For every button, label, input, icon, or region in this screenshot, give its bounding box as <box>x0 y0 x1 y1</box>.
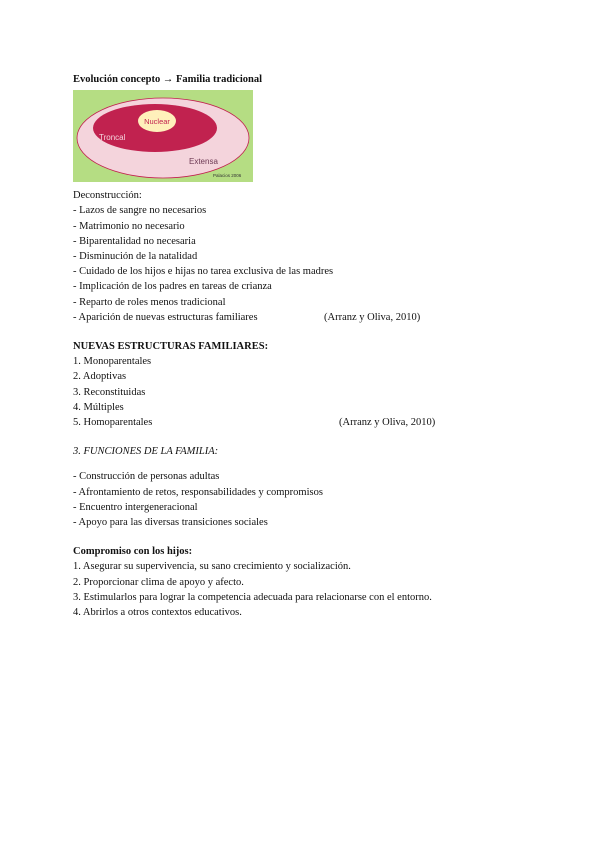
list-item-with-citation <box>73 310 543 325</box>
list-item: - Matrimonio no necesario <box>73 220 185 232</box>
list-item: - Cuidado de los hijos e hijas no tarea exclusiva de las madres <box>73 266 334 278</box>
list-item: - Encuentro intergeneracional <box>73 501 198 513</box>
new-structures-title: NUEVAS ESTRUCTURAS FAMILIARES: <box>73 341 269 353</box>
list-item: - Afrontamiento de retos, responsabilidades y compromisos <box>73 486 323 498</box>
heading-family-evolution: Evolución concepto → Familia tradicional <box>73 74 262 85</box>
list-item: - Disminución de la natalidad <box>73 251 198 263</box>
list-item: - Reparto de roles menos tradicional <box>73 296 226 308</box>
list-item-text: - Aparición de nuevas estructuras familiares <box>73 311 258 323</box>
list-item: 1. Monoparentales <box>73 356 152 368</box>
list-item: - Construcción de personas adultas <box>73 471 220 483</box>
list-item-text: 5. Homoparentales <box>73 417 153 429</box>
commitment-title: Compromiso con los hijos: <box>73 546 193 558</box>
list-item: 2. Proporcionar clima de apoyo y afecto. <box>73 576 244 588</box>
list-item: 3. Reconstituidas <box>73 386 146 398</box>
functions-title: 3. FUNCIONES DE LA FAMILIA: <box>73 446 219 458</box>
list-item: 3. Estimularlos para lograr la competencia adecuada para relacionarse con el entorno. <box>73 591 432 603</box>
list-item: 2. Adoptivas <box>73 371 127 383</box>
list-item: 1. Asegurar su supervivencia, su sano crecimiento y socialización. <box>73 561 351 573</box>
family-types-diagram <box>73 90 253 182</box>
list-item: - Implicación de los padres en tareas de crianza <box>73 281 272 293</box>
list-item: 4. Múltiples <box>73 401 124 413</box>
nuclear-label: Nuclear <box>144 117 170 127</box>
document-page <box>73 72 543 620</box>
citation: (Arranz y Oliva, 2010) <box>324 311 421 323</box>
citation: (Arranz y Oliva, 2010) <box>339 417 436 429</box>
troncal-label: Troncal <box>99 133 126 143</box>
extensa-label: Extensa <box>189 157 218 167</box>
list-item: - Apoyo para las diversas transiciones sociales <box>73 517 268 529</box>
deconstruction-title: Deconstrucción: <box>73 190 142 202</box>
list-item: 4. Abrirlos a otros contextos educativos. <box>73 607 242 619</box>
list-item: - Lazos de sangre no necesarios <box>73 205 207 217</box>
list-item-with-citation <box>73 415 543 430</box>
diagram-source-label: Palacios 2006 <box>213 173 242 179</box>
list-item: - Biparentalidad no necesaria <box>73 235 196 247</box>
